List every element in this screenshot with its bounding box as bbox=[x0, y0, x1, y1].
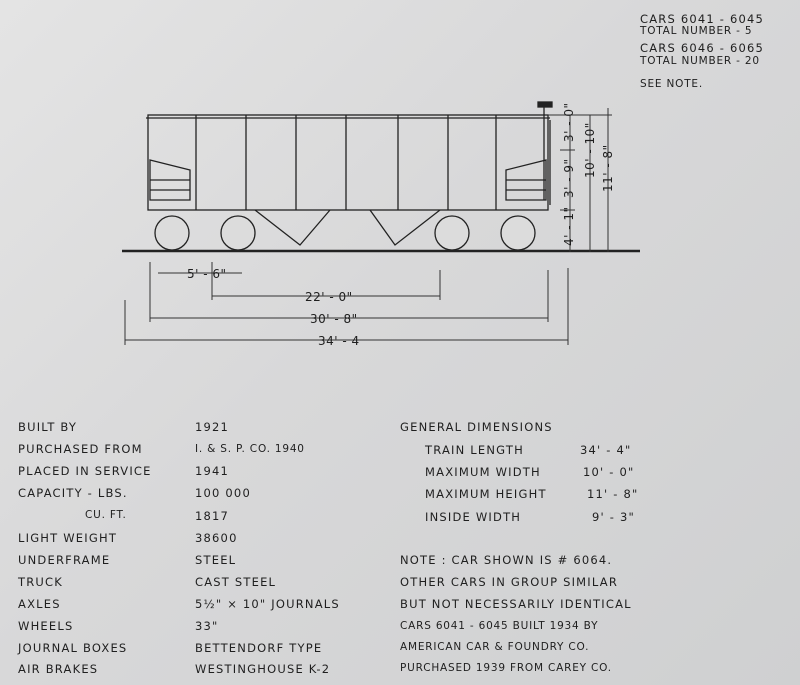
spec-label: PURCHASED FROM bbox=[18, 442, 143, 456]
hopper-chute-right bbox=[370, 210, 440, 245]
spec-value: 100 000 bbox=[195, 486, 251, 500]
spec-value: WESTINGHOUSE K-2 bbox=[195, 662, 331, 676]
spec-label: UNDERFRAME bbox=[18, 553, 111, 567]
header-note-line4: TOTAL NUMBER - 20 bbox=[640, 55, 760, 67]
spec-value: CAST STEEL bbox=[195, 575, 277, 589]
spec-label: JOURNAL BOXES bbox=[18, 641, 128, 655]
wheel bbox=[435, 216, 469, 250]
spec-value: 33" bbox=[195, 619, 219, 633]
spec-label: PLACED IN SERVICE bbox=[18, 464, 152, 478]
spec-value: 5½" × 10" JOURNALS bbox=[195, 597, 340, 611]
dim-lower-height: 4' - 1" bbox=[562, 206, 576, 246]
spec-label: CAPACITY - LBS. bbox=[18, 486, 128, 500]
note-line: PURCHASED 1939 FROM CAREY CO. bbox=[400, 662, 612, 674]
dim-overall-length: 34' - 4 bbox=[318, 334, 360, 348]
note-line: AMERICAN CAR & FOUNDRY CO. bbox=[400, 641, 590, 653]
spec-value: I. & S. P. CO. 1940 bbox=[195, 443, 305, 455]
spec-value: STEEL bbox=[195, 553, 237, 567]
dimension-label: MAXIMUM WIDTH bbox=[425, 465, 541, 479]
dimension-value: 11' - 8" bbox=[587, 487, 639, 501]
spec-value: BETTENDORF TYPE bbox=[195, 641, 323, 655]
wheel bbox=[221, 216, 255, 250]
dimension-value: 9' - 3" bbox=[592, 510, 635, 524]
dim-total-height: 11' - 8" bbox=[601, 144, 615, 192]
spec-label: BUILT BY bbox=[18, 420, 78, 434]
dim-mid-height: 3' - 9" bbox=[562, 158, 576, 198]
dimension-value: 34' - 4" bbox=[580, 443, 632, 457]
spec-value: 1817 bbox=[195, 509, 230, 523]
dimension-value: 10' - 0" bbox=[583, 465, 635, 479]
dimension-label: MAXIMUM HEIGHT bbox=[425, 487, 547, 501]
spec-label: CU. FT. bbox=[85, 509, 127, 521]
wheel bbox=[501, 216, 535, 250]
spec-value: 1921 bbox=[195, 420, 230, 434]
note-line: OTHER CARS IN GROUP SIMILAR bbox=[400, 575, 619, 589]
spec-value: 38600 bbox=[195, 531, 238, 545]
general-dimensions-title: GENERAL DIMENSIONS bbox=[400, 420, 553, 434]
spec-value: 1941 bbox=[195, 464, 230, 478]
spec-label: AXLES bbox=[18, 597, 61, 611]
dim-truck-centers: 22' - 0" bbox=[305, 290, 353, 304]
dim-body-length: 30' - 8" bbox=[310, 312, 358, 326]
wheel bbox=[155, 216, 189, 250]
header-note-line2: TOTAL NUMBER - 5 bbox=[640, 25, 753, 37]
spec-label: WHEELS bbox=[18, 619, 74, 633]
note-line: NOTE : CAR SHOWN IS # 6064. bbox=[400, 553, 613, 567]
car-body bbox=[148, 115, 548, 210]
dimension-label: TRAIN LENGTH bbox=[425, 443, 524, 457]
header-note-line1: CARS 6041 - 6045 bbox=[640, 12, 765, 26]
spec-label: AIR BRAKES bbox=[18, 662, 99, 676]
spec-label: TRUCK bbox=[18, 575, 64, 589]
dim-side-height: 10' - 10" bbox=[583, 122, 597, 178]
note-line: BUT NOT NECESSARILY IDENTICAL bbox=[400, 597, 632, 611]
spec-label: LIGHT WEIGHT bbox=[18, 531, 118, 545]
hopper-chute-left bbox=[255, 210, 330, 245]
dim-wheel-spacing: 5' - 6" bbox=[187, 267, 227, 281]
header-note-line3: CARS 6046 - 6065 bbox=[640, 41, 765, 55]
header-note-line5: SEE NOTE. bbox=[640, 78, 703, 90]
note-line: CARS 6041 - 6045 BUILT 1934 BY bbox=[400, 620, 599, 632]
dim-upper-height: 3' - 0" bbox=[562, 102, 576, 142]
dimension-label: INSIDE WIDTH bbox=[425, 510, 522, 524]
